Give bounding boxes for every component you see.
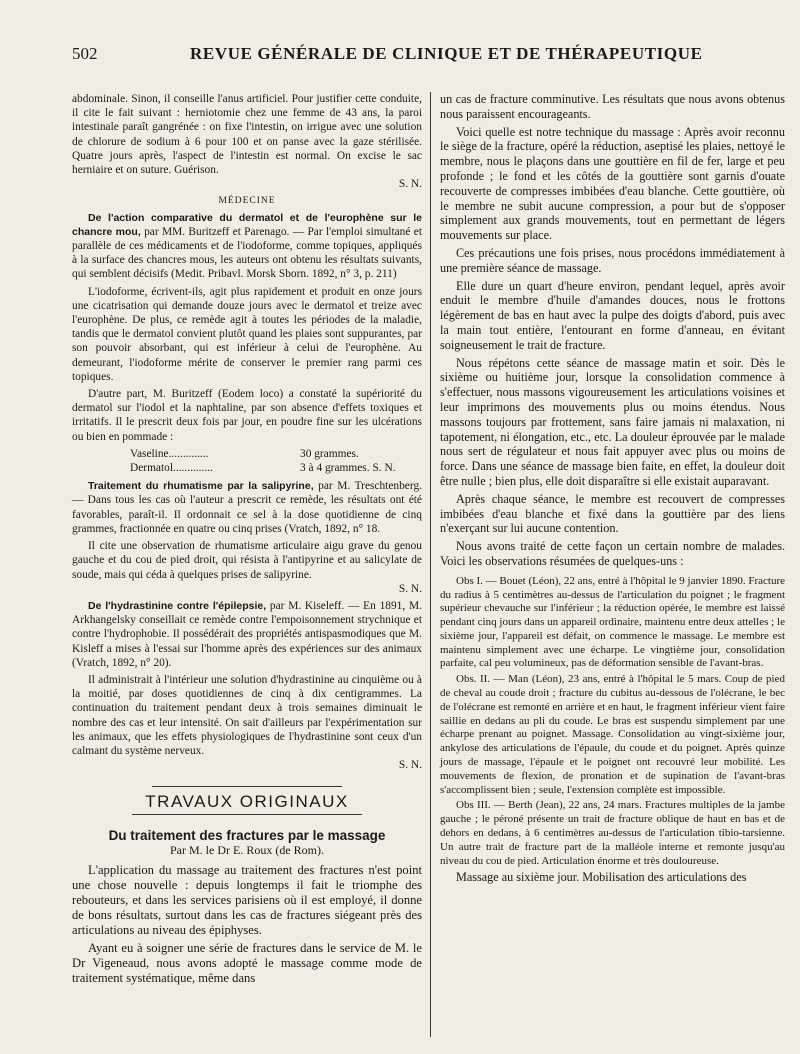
paragraph: L'iodoforme, écrivent-ils, agit plus rapidement et produit en onze jours une cicatrisation qui demande douze jours avec le dermatol et treize avec l'europhène. De plus, ce remède agit à toutes les périodes de la maladie, tandis que le dermatol convient plutôt quand les plaies sont suppurantes, par son pouvoir absorbant, qui est inférieur à celui de l'europhène. Au demeurant, l'iodoforme mérite de conserver le premier rang parmi ces topiques.	[72, 285, 422, 383]
paragraph: Voici quelle est notre technique du massage : Après avoir reconnu le siège de la fracture, opéré la réduction, aseptisé les plaies, nettoyé le membre, nous le plaçons dans une gouttière en fil de fer, large et peu profonde ; le fond et les côtés de la gouttière sont garnis d'ouate recouverte de compresses imbibées d'eau blanche. Cette gouttière, où le membre ne subit aucune compression, a pour but de s'opposer simplement aux grands mouvements, tout en permettant de légers mouvements sur place.	[440, 124, 785, 243]
signature: S. N.	[398, 582, 422, 595]
article-title: De l'hydrastinine contre l'épilepsie,	[88, 599, 267, 612]
paragraph: Ayant eu à soigner une série de fractures dans le service de M. le Dr Vigeneaud, nous avons adopté le massage comme mode de traitement systématique, même dans	[72, 940, 422, 985]
paragraph: L'application du massage au traitement des fractures n'est point une chose nouvelle : depuis longtemps il fait le triomphe des rebouteurs, et dans les services parisiens où il est employé, il donne de bons résultats, surtout dans les cas de fractures siégeant près des articulations au niveau des épiphyses.	[72, 862, 422, 937]
article-hydrastinine: De l'hydrastinine contre l'épilepsie, par M. Kiseleff. — En 1891, M. Arkhangelsky conseillait ce remède contre l'empoisonnement strychnique et contre l'hydrophobie. Il possédérait des propriétés antispasmodiques que M. Kisleff a mises à l'essai sur l'homme après des expériences sur des animaux (Vratch, 1892, n° 20).	[72, 599, 422, 669]
paragraph: un cas de fracture comminutive. Les résultats que nous avons obtenus nous paraissent encourageants.	[440, 92, 785, 121]
paragraph: abdominale. Sinon, il conseille l'anus artificiel. Pour justifier cette conduite, il cite le fait suivant : herniotomie chez une femme de 43 ans, la paroi intestinale paraît gangrénée : on fixe l'intestin, on irrigue avec une solution de chlorure de sodium à 6 pour 100 et on panse avec la gaze stérilisée. Quatre jours après, l'aspect de l'intestin est normal. On excise le sac herniaire et on suture. Guérison. S. N.	[72, 93, 422, 191]
article-title: De l'action comparative du dermatol et de l'europhène sur le chancre mou,	[72, 211, 422, 238]
page-number: 502	[72, 44, 98, 63]
article-title: Traitement du rhumatisme par la salipyrine,	[88, 480, 314, 493]
divider	[152, 786, 342, 787]
page-header	[72, 44, 778, 70]
paragraph: Nous répétons cette séance de massage matin et soir. Dès le sixième ou huitième jour, lorsque la consolidation commence à s'effectuer, nous massons vigoureusement les articulations voisines et leur imprimons des mouvements plus ou moins étendus. Nous massons toujours par frottement, sans faire jamais ni malaxation, ni tapotement, ni élongation, etc., etc. La douleur éprouvée par le malade nous sert de régulateur et nous fait appuyer avec plus ou moins de force. Dans une séance de massage bien faite, en effet, la douleur doit être nulle ; bien plus, elle doit disparaître si elle existait auparavant.	[440, 355, 785, 488]
section-heading: TRAVAUX ORIGINAUX	[145, 792, 349, 812]
paragraph: Nous avons traité de cette façon un certain nombre de malades. Voici les observations résumées de quelques-uns :	[440, 539, 785, 568]
column-rule	[430, 92, 431, 1037]
prescription-row: Vaseline.............. 30 grammes.	[130, 447, 359, 460]
article-main-title: Du traitement des fractures par le massage	[108, 827, 386, 843]
paragraph: Elle dure un quart d'heure environ, pendant lequel, après avoir enduit le membre d'huile d'amandes douces, nous le frottons légèrement de bas en haut avec la pulpe des doigts d'abord, puis avec la main tout entière, l'entourant en forme d'anneau, en évitant soigneusement le trait de fracture.	[440, 278, 785, 352]
paragraph: Ces précautions une fois prises, nous procédons immédiatement à une première séance de massage.	[440, 245, 785, 275]
paragraph: Il administrait à l'intérieur une solution d'hydrastinine au cinquième ou à la moitié, par doses quotidiennes de cinq à dix centigrammes. La continuation du traitement pendant deux à trois semaines diminuait le nombre des cas et leur intensité. On sait d'ailleurs par l'expérimentation sur les animaux, que les effets physiologiques de l'hydrastinine sont ceux d'un calmant du système nerveux. S. N.	[72, 673, 422, 772]
signature: S. N.	[398, 178, 422, 191]
paragraph: Il cite une observation de rhumatisme articulaire aigu grave du genou gauche et du cou de pied droit, qui résista à l'antipyrine et au salicylate de soude, mais qui céda à quelques prises de salipyrine. S. N.	[72, 540, 422, 595]
observation: Obs. II. — Man (Léon), 23 ans, entré à l'hôpital le 5 mars. Coup de pied de cheval au coude droit ; fracture du cubitus au-dessous de l'olécrane, le bec de l'olécrane est remonté en arrière et en haut, le fragment inférieur vient faire saillie en dedans au pli du coude. Le bras est suspendu simplement par une écharpe prenant au poignet. Massage. Consolidation au vingt-sixième jour, ankylose des articulations de l'épaule, du coude et du poignet. Après quinze jours de massage, l'épaule et le poignet ont recouvré leur mobilité. Les mouvements de flexion, de pronation et de supination de l'avant-bras s'accomplissent bien ; seule, l'extension complète est impossible.	[440, 673, 785, 796]
paragraph: D'autre part, M. Buritzeff (Eodem loco) a constaté la supériorité du dermatol sur l'iodol et la naphtaline, par son absence d'effets toxiques et irritatifs. Il le prescrit deux fois par jour, en poudre fine sur les ulcérations ou bien en pommade :	[72, 388, 422, 443]
divider	[132, 814, 362, 815]
right-column	[440, 92, 785, 888]
article-dermatol: De l'action comparative du dermatol et de l'europhène sur le chancre mou, par MM. Buritzeff et Parenago. — Par l'emploi simultané et parallèle de ces médicaments et de l'iodoforme, comme topiques, appliqués à la surface des chancres mous, les auteurs ont obtenu les résultats suivants, qui semblent décisifs (Medit. Pribavl. Morsk Sborn. 1892, n° 3, p. 211)	[72, 211, 422, 281]
signature: S. N.	[398, 759, 422, 772]
paragraph: Massage au sixième jour. Mobilisation des articulations des	[456, 870, 747, 885]
article-byline: Par M. le Dr E. Roux (de Rom).	[170, 842, 324, 857]
article-salipyrine: Traitement du rhumatisme par la salipyrine, par M. Treschtenberg. — Dans tous les cas où l'auteur a prescrit ce remède, les résultats ont été favorables, paraît-il. Il ordonnait ce sel à la dose quotidienne de cinq grammes, fractionnée en quatre ou cinq prises (Vratch, 1892, n° 18.	[72, 480, 422, 535]
prescription-row: Dermatol.............. 3 à 4 grammes. S. N.	[130, 462, 396, 475]
observation: Obs I. — Bouet (Léon), 22 ans, entré à l'hôpital le 9 janvier 1890. Fracture du radius à 5 centimètres au-dessus de l'articulation du poignet ; le fragment supérieur chevauche sur l'inférieur ; la réduction opérée, le membre est laissé pendant cinq jours dans un appareil ordinaire, maintenu entre deux attelles ; le sixième jour, l'appareil est défait, on commence le massage. Le membre est maintenu simplement avec une écharpe. Le vingtième jour, consolidation parfaite, cal peu volumineux, pas de déformation sensible de l'avant-bras.	[440, 574, 785, 670]
observation: Obs III. — Berth (Jean), 22 ans, 24 mars. Fractures multiples de la jambe gauche ; le péroné présente un trait de fracture oblique de haut en bas et de dehors en dedans, à 6 centimètres au-dessus de l'articulation tibio-tarsienne. Un autre trait de fracture part de la malléole interne et remonte jusqu'au niveau du cou de pied. Articulation énorme et très douloureuse.	[440, 799, 785, 867]
observations	[440, 575, 785, 869]
paragraph: Après chaque séance, le membre est recouvert de compresses imbibées d'eau blanche et fixé dans la gouttière par des liens n'exerçant sur lui aucune contention.	[440, 491, 785, 536]
section-label: MÉDECINE	[218, 196, 276, 207]
left-column	[72, 92, 422, 989]
running-title: REVUE GÉNÉRALE DE CLINIQUE ET DE THÉRAPEUTIQUE	[190, 44, 703, 63]
article-body	[72, 863, 422, 986]
